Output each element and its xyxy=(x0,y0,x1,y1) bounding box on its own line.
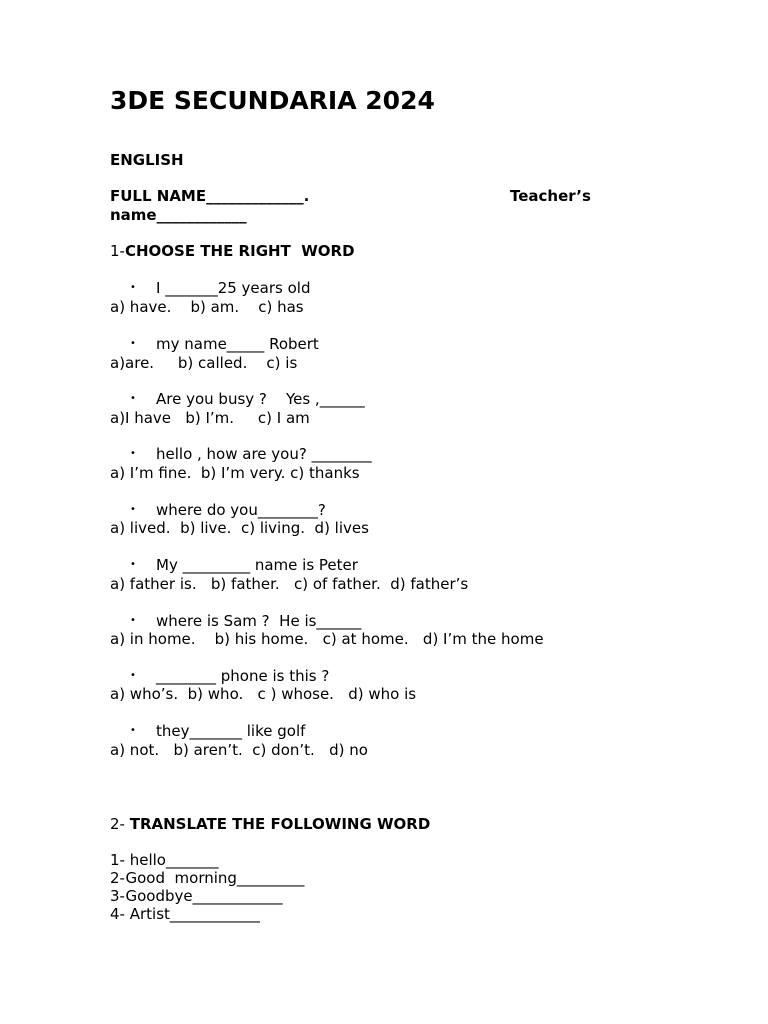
question-options: a)I have b) I’m. c) I am xyxy=(110,409,310,427)
question-text: where do you________? xyxy=(156,501,326,519)
question-options: a) in home. b) his home. c) at home. d) I’m the home xyxy=(110,630,544,648)
bullet-icon: • xyxy=(130,282,136,293)
question-text: hello , how are you? ________ xyxy=(156,445,372,463)
bullet-icon: • xyxy=(130,393,136,404)
question-options: a) not. b) aren’t. c) don’t. d) no xyxy=(110,741,368,759)
section-2-title: TRANSLATE THE FOLLOWING WORD xyxy=(129,815,431,833)
question-options: a) I’m fine. b) I’m very. c) thanks xyxy=(110,464,360,482)
question-text: my name_____ Robert xyxy=(156,335,319,353)
question-text: ________ phone is this ? xyxy=(156,667,330,685)
question-options: a)are. b) called. c) is xyxy=(110,354,298,372)
bullet-icon: • xyxy=(130,504,136,515)
section-2-number: 2- xyxy=(110,815,130,833)
question-text: they_______ like golf xyxy=(156,722,306,740)
question-options: a) father is. b) father. c) of father. d) father’s xyxy=(110,575,469,593)
translate-item: 3-Goodbye____________ xyxy=(110,887,283,905)
translate-item: 1- hello_______ xyxy=(110,851,219,869)
question-text: Are you busy ? Yes ,______ xyxy=(156,390,365,408)
question-options: a) who’s. b) who. c ) whose. d) who is xyxy=(110,685,417,703)
bullet-icon: • xyxy=(130,725,136,736)
page-title: 3DE SECUNDARIA 2024 xyxy=(110,86,435,115)
question-options: a) have. b) am. c) has xyxy=(110,298,304,316)
question-text: I _______25 years old xyxy=(156,279,311,297)
section-2-heading xyxy=(110,815,430,833)
subject-label: ENGLISH xyxy=(110,151,184,169)
teacher-name-line: name____________ xyxy=(110,206,247,224)
teacher-label: Teacher’s xyxy=(510,187,591,205)
bullet-icon: • xyxy=(130,615,136,626)
question-text: where is Sam ? He is______ xyxy=(156,612,362,630)
bullet-icon: • xyxy=(130,338,136,349)
question-options: a) lived. b) live. c) living. d) lives xyxy=(110,519,369,537)
section-1-title: CHOOSE THE RIGHT WORD xyxy=(124,242,355,260)
bullet-icon: • xyxy=(130,670,136,681)
bullet-icon: • xyxy=(130,559,136,570)
translate-item: 2-Good morning_________ xyxy=(110,869,305,887)
bullet-icon: • xyxy=(130,448,136,459)
full-name-label: FULL NAME_____________. xyxy=(110,187,310,205)
section-1-heading xyxy=(110,242,355,260)
question-text: My _________ name is Peter xyxy=(156,556,358,574)
translate-item: 4- Artist____________ xyxy=(110,905,260,923)
section-1-number: 1- xyxy=(110,242,125,260)
